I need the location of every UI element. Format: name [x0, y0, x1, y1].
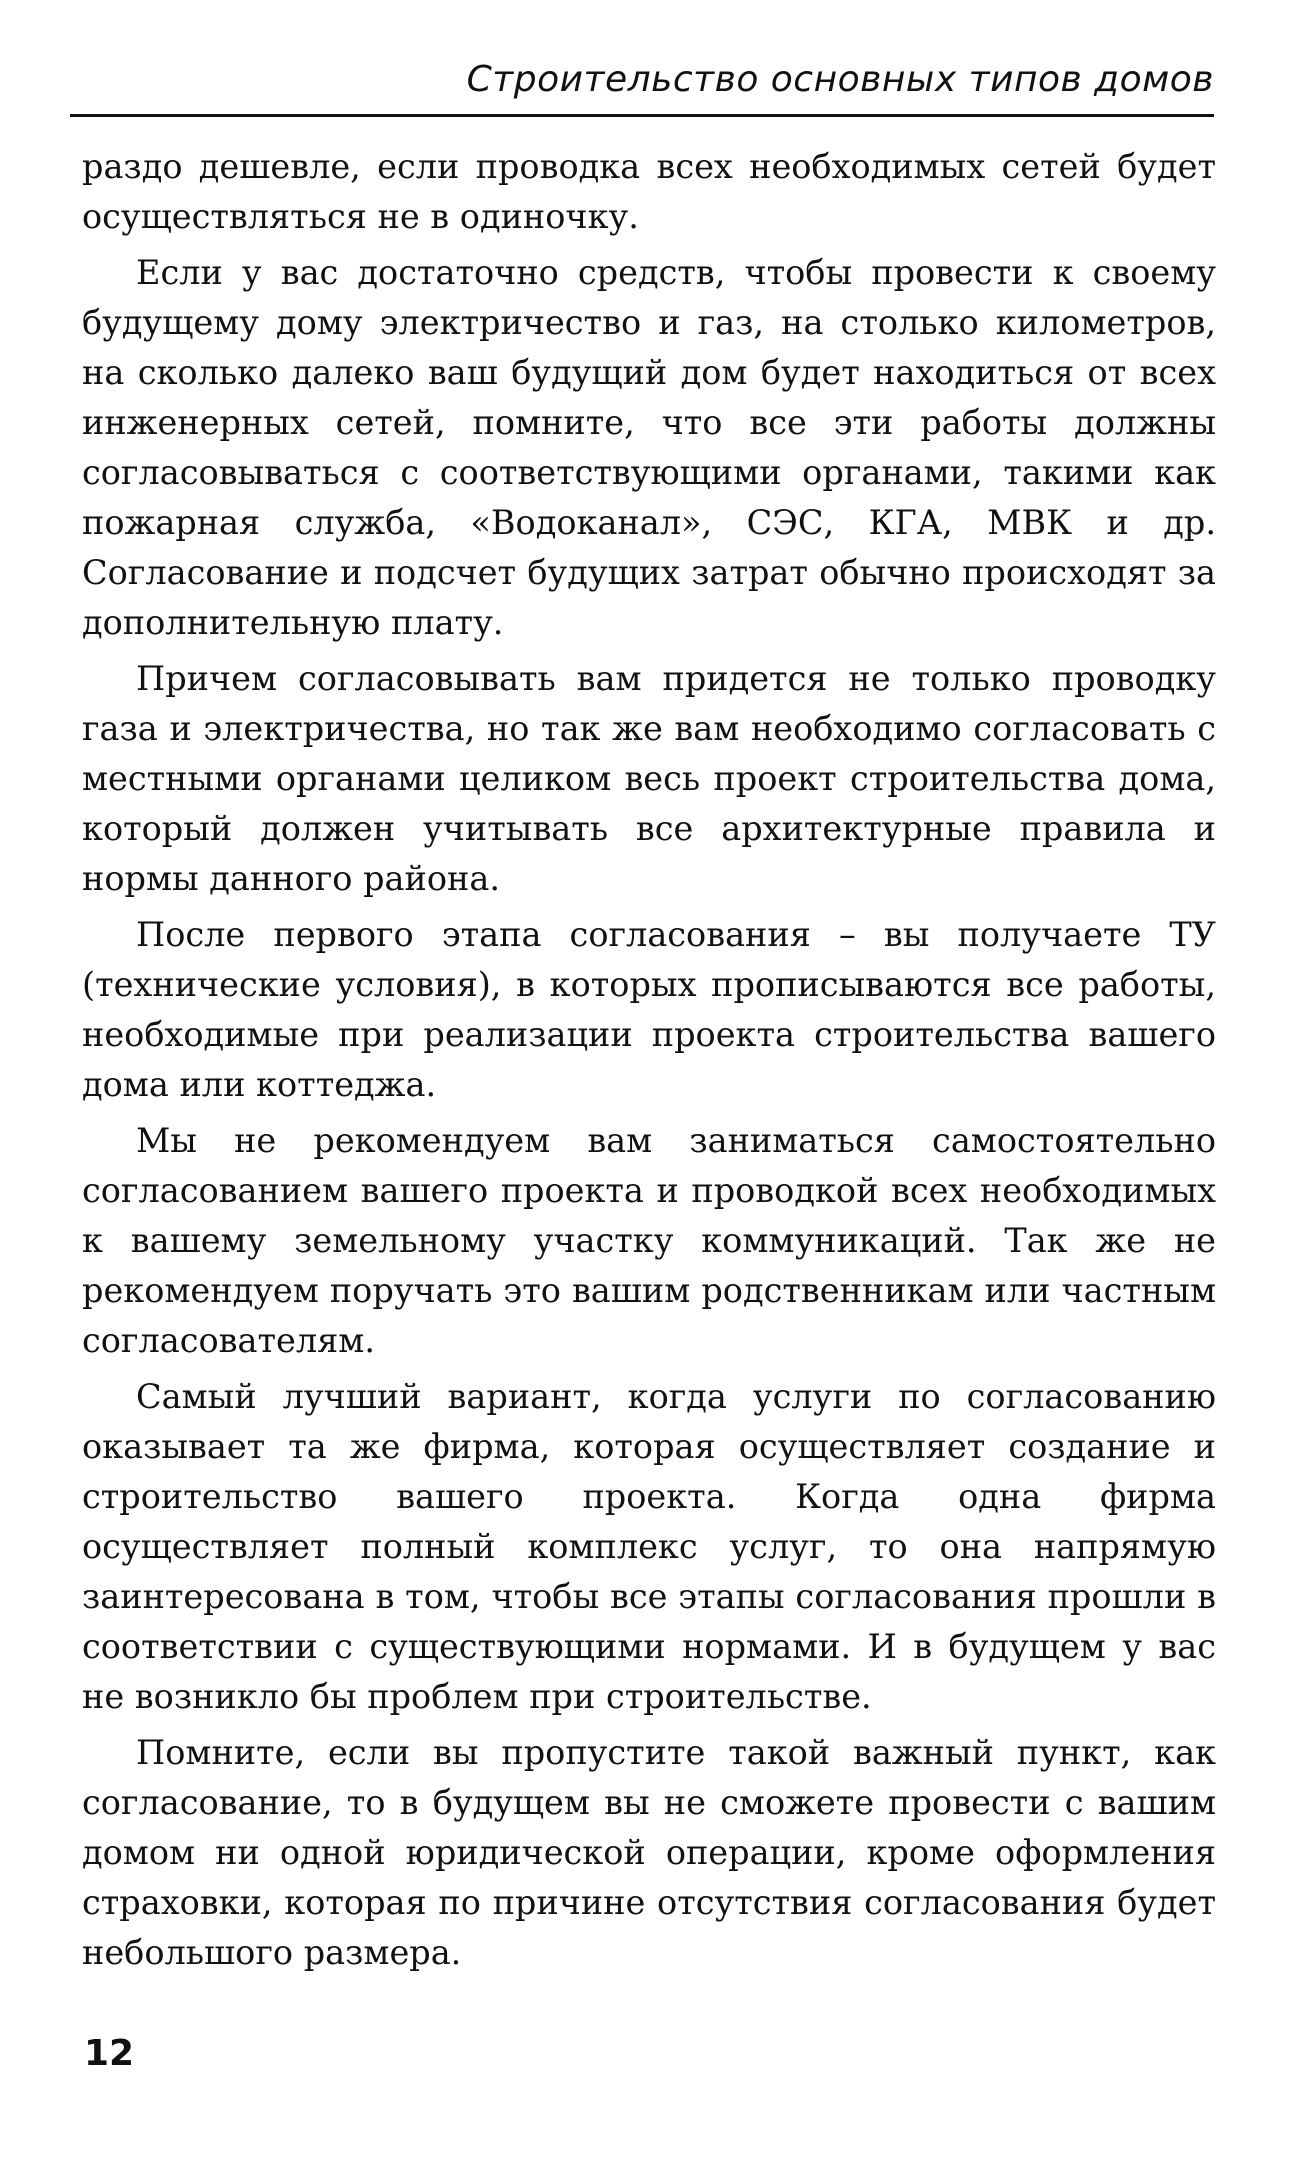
body-text [82, 142, 1216, 1978]
paragraph: Мы не рекомендуем вам заниматься самостоятельно согласованием вашего проекта и проводкой всех необходимых к вашему земельному участку коммуникаций. Так же не рекомендуем поручать это вашим родственникам или частным согласователям. [82, 1121, 1216, 1360]
paragraph: Самый лучший вариант, когда услуги по согласованию оказывает та же фирма, которая осуществляет создание и строительство вашего проекта. Когда одна фирма осуществляет полный комплекс услуг, то она напрямую заинтересована в том, чтобы все этапы согласования прошли в соответствии с существующими нормами. И в будущем у вас не возникло бы проблем при строительстве. [82, 1377, 1216, 1716]
paragraph: После первого этапа согласования – вы получаете ТУ (технические условия), в которых прописываются все работы, необходимые при реализации проекта строительства вашего дома или коттеджа. [82, 915, 1216, 1104]
paragraph: Если у вас достаточно средств, чтобы провести к своему будущему дому электричество и газ, на столько километров, на сколько далеко ваш будущий дом будет находиться от всех инженерных сетей, помните, что все эти работы должны согласовываться с соответствующими органами, такими как пожарная служба, «Водоканал», СЭС, КГА, МВК и др. Согласование и подсчет будущих затрат обычно происходят за дополнительную плату. [82, 253, 1216, 642]
running-header [70, 52, 1214, 117]
paragraph: Причем согласовывать вам придется не только проводку газа и электричества, но так же вам необходимо согласовать с местными органами целиком весь проект строительства дома, который должен учитывать все архитектурные правила и нормы данного района. [82, 659, 1216, 898]
paragraph: Помните, если вы пропустите такой важный пункт, как согласование, то в будущем вы не сможете провести с вашим домом ни одной юридической операции, кроме оформления страховки, которая по причине отсутствия согласования будет небольшого размера. [82, 1733, 1216, 1972]
paragraph-continued: раздо дешевле, если проводка всех необходимых сетей будет осуществляться не в одиночку. [82, 147, 1216, 236]
running-title: Строительство основных типов домов [466, 59, 1214, 100]
page-number: 12 [84, 2033, 135, 2074]
